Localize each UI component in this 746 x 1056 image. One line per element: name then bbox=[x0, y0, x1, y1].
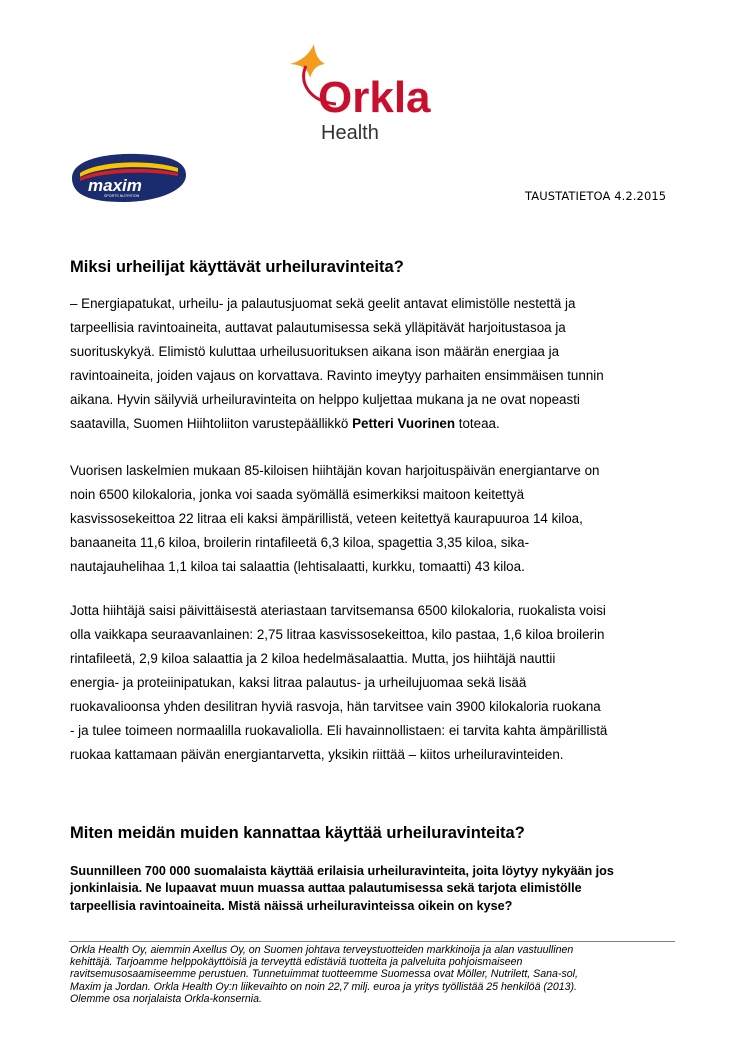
paragraph bbox=[70, 459, 682, 579]
text-line: noin 6500 kilokaloria, jonka voi saada syömällä esimerkiksi maitoon keitettyä bbox=[70, 487, 525, 502]
text-line: banaaneita 11,6 kiloa, broilerin rintafileetä 6,3 kiloa, spagettia 3,35 kiloa, sika- bbox=[70, 535, 530, 550]
text-line: rintafileetä, 2,9 kiloa salaattia ja 2 kiloa hedelmäsalaattia. Mutta, jos hiihtäjä nauttii bbox=[70, 651, 556, 666]
text-line: aikana. Hyvin säilyviä urheiluravinteita on helppo kuljettaa mukana ja ne ovat nopeasti bbox=[70, 392, 580, 407]
maxim-logo bbox=[68, 151, 188, 205]
health-wordmark: Health bbox=[321, 122, 379, 144]
lead-paragraph bbox=[70, 863, 682, 915]
text-line: - ja tulee toimeen normaalilla ruokavaliolla. Eli havainnollistaen: ei tarvita kahta ämpärillistä bbox=[70, 723, 608, 738]
paragraph bbox=[70, 292, 682, 436]
text-line: Olemme osa norjalaista Orkla-konsernia. bbox=[70, 992, 262, 1005]
person-name: Petteri Vuorinen bbox=[352, 416, 456, 431]
text-line: Vuorisen laskelmien mukaan 85-kiloisen hiihtäjän kovan harjoituspäivän energiantarve on bbox=[70, 463, 600, 478]
text-line: olla vaikkapa seuraavanlainen: 2,75 litraa kasvissosekeittoa, kilo pastaa, 1,6 kiloa broilerin bbox=[70, 627, 605, 642]
orkla-wordmark: Orkla bbox=[318, 73, 431, 122]
text-line: energia- ja proteiinipatukan, kaksi litraa palautus- ja urheilujuomaa sekä lisää bbox=[70, 675, 527, 690]
document-label: TAUSTATIETOA 4.2.2015 bbox=[525, 189, 667, 203]
text-line: jonkinlaisia. Ne lupaavat muun muassa auttaa palautumisessa sekä tarjota elimistölle bbox=[70, 881, 582, 896]
text-line: ravitsemusosaamiseemme perustuen. Tunnetuimmat tuotteemme Suomessa ovat Möller, Nutrilett, Sana-sol, bbox=[70, 968, 578, 981]
text-segment: saatavilla, Suomen Hiihtoliiton varustepäällikkö bbox=[70, 416, 353, 431]
text-line: Jotta hiihtäjä saisi päivittäisestä ateriastaan tarvitsemansa 6500 kilokaloria, ruokalista voisi bbox=[70, 603, 606, 618]
text-segment: toteaa. bbox=[455, 416, 500, 431]
text-line bbox=[70, 412, 682, 436]
text-line: tarpeellisia ravintoaineita, auttavat palautumisessa sekä ylläpitävät harjoitustasoa ja bbox=[70, 320, 566, 335]
orkla-health-logo bbox=[284, 42, 464, 146]
section-heading: Miten meidän muiden kannattaa käyttää urheiluravinteita? bbox=[70, 824, 525, 842]
text-line: tarpeellisia ravintoaineita. Mistä näissä urheiluravinteissa oikein on kyse? bbox=[70, 898, 513, 913]
footer-divider bbox=[69, 941, 675, 942]
text-line: suorituskykyä. Elimistö kuluttaa urheilusuorituksen aikana ison määrän energiaa ja bbox=[70, 344, 560, 359]
text-line: ruokaa kattamaan päivän energiantarvetta, yksikin riittää – kiitos urheiluravinteiden. bbox=[70, 747, 564, 762]
footer-note bbox=[70, 944, 682, 1005]
maxim-wordmark: maxim bbox=[88, 176, 142, 195]
text-line: kasvissosekeittoa 22 litraa eli kaksi ämpärillistä, veteen keitettyä kaurapuuroa 14 kiloa, bbox=[70, 511, 583, 526]
section-heading: Miksi urheilijat käyttävät urheiluravinteita? bbox=[70, 258, 404, 276]
maxim-tagline: SPORTS NUTRITION bbox=[104, 194, 140, 198]
text-line: Maxim ja Jordan. Orkla Health Oy:n liikevaihto on noin 22,7 milj. euroa ja yritys työllistää 25 henkilöä (2013). bbox=[70, 980, 577, 993]
paragraph bbox=[70, 599, 682, 767]
text-line: – Energiapatukat, urheilu- ja palautusjuomat sekä geelit antavat elimistölle nestettä ja bbox=[70, 296, 576, 311]
text-line: ruokavalioonsa yhden desilitran hyviä rasvoja, hän tarvitsee vain 3900 kilokaloria ruokana bbox=[70, 699, 601, 714]
text-line: Orkla Health Oy, aiemmin Axellus Oy, on Suomen johtava terveystuotteiden markkinoija ja alan vastuullinen bbox=[70, 944, 574, 956]
text-line: ravintoaineita, joiden vajaus on korvattava. Ravinto imeytyy parhaiten ensimmäisen tunnin bbox=[70, 368, 604, 383]
text-line: nautajauhelihaa 1,1 kiloa tai salaattia (lehtisalaatti, kurkku, tomaatti) 43 kiloa. bbox=[70, 559, 525, 574]
text-line: Suunnilleen 700 000 suomalaista käyttää erilaisia urheiluravinteita, joita löytyy nykyään jos bbox=[70, 864, 614, 878]
text-line: kehittäjä. Tarjoamme helppokäyttöisiä ja terveyttä edistäviä tuotteita ja palveluita pohjoismaiseen bbox=[70, 956, 523, 969]
